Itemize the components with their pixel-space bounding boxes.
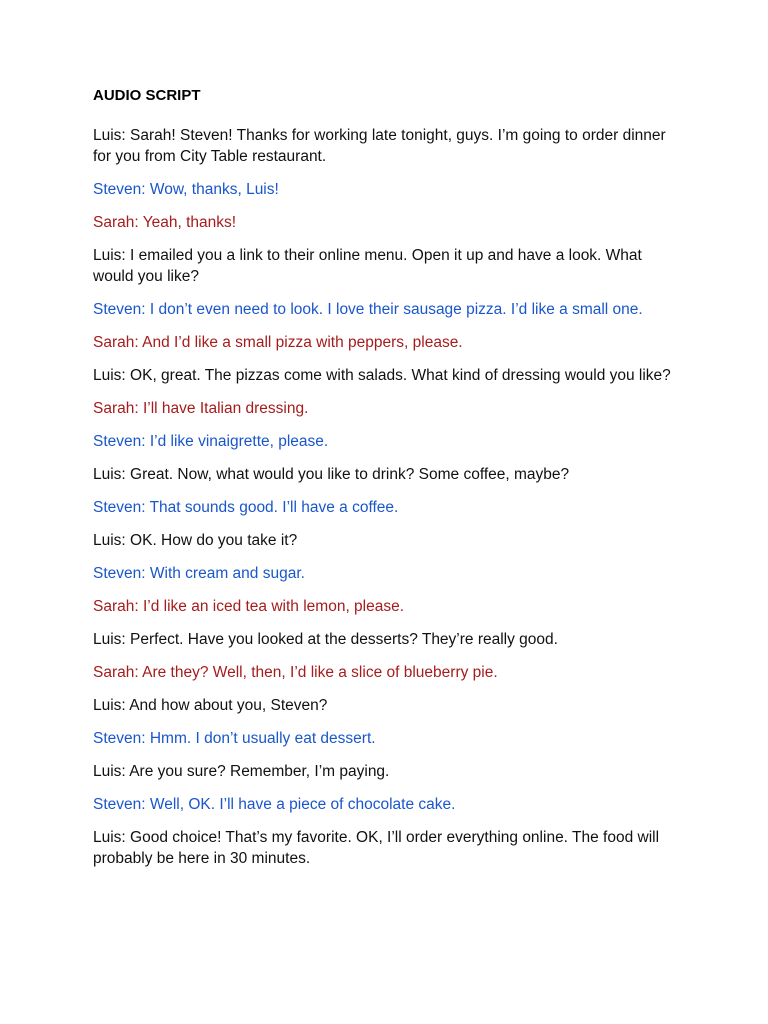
dialogue-line-luis: Luis: OK, great. The pizzas come with salads. What kind of dressing would you like? [93,367,671,384]
dialogue-line-luis: Luis: OK. How do you take it? [93,532,298,549]
dialogue-line-steven: Steven: Well, OK. I’ll have a piece of chocolate cake. [93,796,456,813]
page-title: AUDIO SCRIPT [93,87,201,104]
dialogue-line-luis: Luis: Are you sure? Remember, I’m paying. [93,763,390,780]
dialogue-line-steven: Steven: Hmm. I don’t usually eat dessert. [93,730,376,747]
dialogue-line-luis: Luis: And how about you, Steven? [93,697,328,714]
dialogue-line-luis: Luis: Perfect. Have you looked at the desserts? They’re really good. [93,631,558,648]
dialogue-line-sarah: Sarah: I’d like an iced tea with lemon, please. [93,598,405,615]
dialogue-line-steven: Steven: Wow, thanks, Luis! [93,181,279,198]
dialogue-line-luis: Luis: Great. Now, what would you like to drink? Some coffee, maybe? [93,466,570,483]
dialogue-line-steven: Steven: That sounds good. I’ll have a coffee. [93,499,399,516]
dialogue-list [93,125,683,869]
dialogue-line-luis: Luis: Sarah! Steven! Thanks for working late tonight, guys. I’m going to order dinner for you from City Table restaurant. [93,127,666,165]
script-content [93,86,683,881]
dialogue-line-sarah: Sarah: Are they? Well, then, I’d like a slice of blueberry pie. [93,664,498,681]
dialogue-line-sarah: Sarah: Yeah, thanks! [93,214,237,231]
dialogue-line-steven: Steven: I’d like vinaigrette, please. [93,433,329,450]
dialogue-line-luis: Luis: I emailed you a link to their online menu. Open it up and have a look. What would you like? [93,247,642,285]
dialogue-line-luis: Luis: Good choice! That’s my favorite. OK, I’ll order everything online. The food will probably be here in 30 minutes. [93,829,660,867]
dialogue-line-sarah: Sarah: And I’d like a small pizza with peppers, please. [93,334,463,351]
dialogue-line-steven: Steven: I don’t even need to look. I love their sausage pizza. I’d like a small one. [93,301,643,318]
dialogue-line-sarah: Sarah: I’ll have Italian dressing. [93,400,309,417]
dialogue-line-steven: Steven: With cream and sugar. [93,565,305,582]
